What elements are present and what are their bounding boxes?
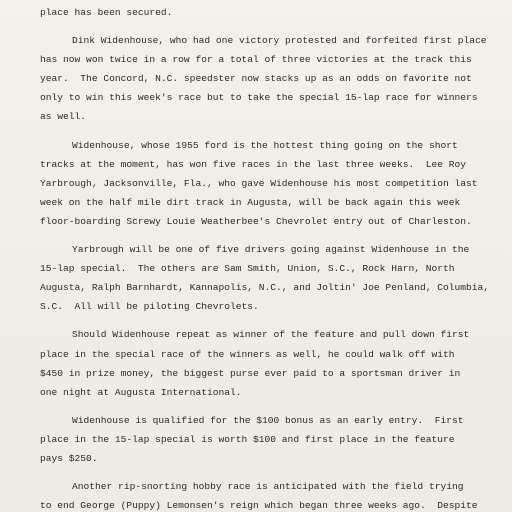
text-line: Augusta, Ralph Barnhardt, Kannapolis, N.C., and Joltin' Joe Penland, Columbia, [40,282,490,294]
text-line: Another rip-snorting hobby race is anticipated with the field trying [72,481,464,493]
text-line: pays $250. [40,452,98,464]
text-line: as well. [40,111,87,123]
text-line: week on the half mile dirt track in Augusta, will be back again this week [40,196,461,208]
text-line: year. The Concord, N.C. speedster now stacks up as an odds on favorite not [40,73,472,85]
text-line: place in the special race of the winners as well, he could walk off with [40,348,455,360]
text-line: Should Widenhouse repeat as winner of the feature and pull down first [72,329,470,341]
text-line: place has been secured. [40,7,173,18]
paragraph-6 [40,411,480,468]
paragraph-7 [40,477,480,512]
text-line: tracks at the moment, has won five races in the last three weeks. Lee Roy [40,158,467,170]
text-line: Widenhouse is qualified for the $100 bonus as an early entry. First [72,414,464,426]
text-line: Widenhouse, whose 1955 ford is the hottest thing going on the short [72,139,458,151]
text-line: floor-boarding Screwy Louie Weatherbee's Chevrolet entry out of Charleston. [40,215,472,227]
text-line: to end George (Puppy) Lemonsen's reign which began three weeks ago. Despite [40,500,478,512]
text-line: Yarbrough will be one of five drivers going against Widenhouse in the [72,244,470,256]
text-line: one night at Augusta International. [40,386,242,398]
paragraph-3 [40,136,480,231]
text-line: only to win this week's race but to take the special 15-lap race for winners [40,92,478,104]
text-line: S.C. All will be piloting Chevrolets. [40,301,259,313]
text-line: has now won twice in a row for a total of three victories at the track this [40,54,472,66]
text-line: 15-lap special. The others are Sam Smith, Union, S.C., Rock Harn, North [40,263,455,275]
text-line: place in the 15-lap special is worth $100 and first place in the feature [40,433,455,445]
paragraph-5 [40,325,480,401]
document-body [40,3,490,512]
text-line: Yarbrough, Jacksonville, Fla., who gave Widenhouse his most competition last [40,177,478,189]
paragraph-2 [40,31,487,126]
paragraph-4 [40,240,490,316]
text-line: Dink Widenhouse, who had one victory protested and forfeited first place [72,35,487,47]
text-line: $450 in prize money, the biggest purse ever paid to a sportsman driver in [40,367,461,379]
paragraph-1 [40,3,480,22]
